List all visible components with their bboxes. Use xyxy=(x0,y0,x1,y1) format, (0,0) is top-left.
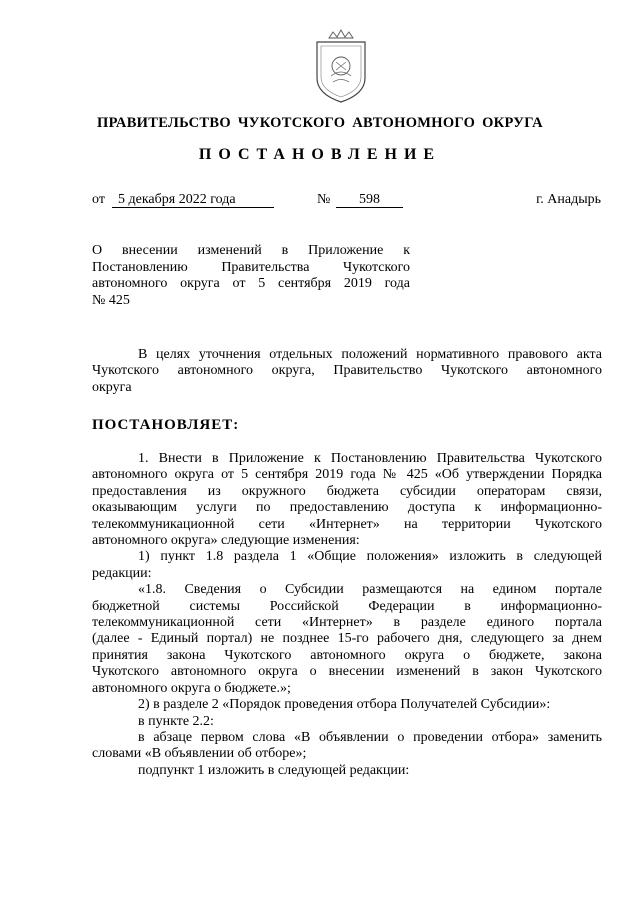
body-line: телекоммуникационной сети «Интернет» в разделе единого портала xyxy=(92,615,602,631)
coat-of-arms-icon xyxy=(309,28,373,104)
document-subject xyxy=(92,243,410,309)
body-line: предоставления из окружного бюджета субсидии операторам связи, xyxy=(92,483,602,499)
body-line: принятия закона Чукотского автономного округа о бюджете, закона xyxy=(92,647,602,663)
number-label: № xyxy=(317,192,331,207)
body-line: в пункте 2.2: xyxy=(138,713,214,729)
body-line: телекоммуникационной сети «Интернет» на территории Чукотского xyxy=(92,516,602,532)
body-line: редакции: xyxy=(92,565,152,581)
body-line: Чукотского автономного округа о внесении изменений в закон Чукотского xyxy=(92,664,602,680)
document-city: г. Анадырь xyxy=(536,192,601,207)
subject-line: автономного округа от 5 сентября 2019 года xyxy=(92,276,410,291)
subject-line: Постановлению Правительства Чукотского xyxy=(92,259,410,275)
body-line: автономного округа от 5 сентября 2019 года № 425 «Об утверждении Порядка xyxy=(92,467,602,483)
body-line: в абзаце первом слова «В объявлении о проведении отбора» заменить xyxy=(138,729,602,745)
body-line: словами «В объявлении об отборе»; xyxy=(92,746,307,762)
resolves-heading: ПОСТАНОВЛЯЕТ: xyxy=(92,417,240,433)
document-date: 5 декабря 2022 года xyxy=(112,192,274,208)
body-line: 2) в разделе 2 «Порядок проведения отбора Получателей Субсидии»: xyxy=(138,697,551,713)
preamble-line: Чукотского автономного округа, Правительство Чукотского автономного xyxy=(92,363,602,379)
body-line: 1. Внести в Приложение к Постановлению Правительства Чукотского xyxy=(138,451,602,466)
body-line: бюджетной системы Российской Федерации в информационно- xyxy=(92,598,602,614)
body-line: «1.8. Сведения о Субсидии размещаются на едином портале xyxy=(138,582,602,598)
document-type: ПОСТАНОВЛЕНИЕ xyxy=(198,146,442,163)
body-line: оказывающим услуги по предоставлению доступа к информационно- xyxy=(92,500,602,516)
subject-line: № 425 xyxy=(92,292,130,308)
document-body xyxy=(92,451,602,779)
government-title: ПРАВИТЕЛЬСТВО ЧУКОТСКОГО АВТОНОМНОГО ОКРУГА xyxy=(97,115,543,131)
document-number: 598 xyxy=(336,192,403,208)
subject-line: О внесении изменений в Приложение к xyxy=(92,243,410,258)
body-line: подпункт 1 изложить в следующей редакции: xyxy=(138,762,410,778)
body-line: (далее - Единый портал) не позднее 15-го рабочего дня, следующего за днем xyxy=(92,631,602,647)
date-prefix: от xyxy=(92,192,105,207)
body-line: автономного округа о бюджете.»; xyxy=(92,680,291,696)
preamble xyxy=(92,347,602,396)
preamble-line: В целях уточнения отдельных положений нормативного правового акта xyxy=(138,347,602,362)
preamble-line: округа xyxy=(92,379,132,395)
body-line: автономного округа» следующие изменения: xyxy=(92,533,360,549)
body-line: 1) пункт 1.8 раздела 1 «Общие положения» изложить в следующей xyxy=(138,549,602,565)
